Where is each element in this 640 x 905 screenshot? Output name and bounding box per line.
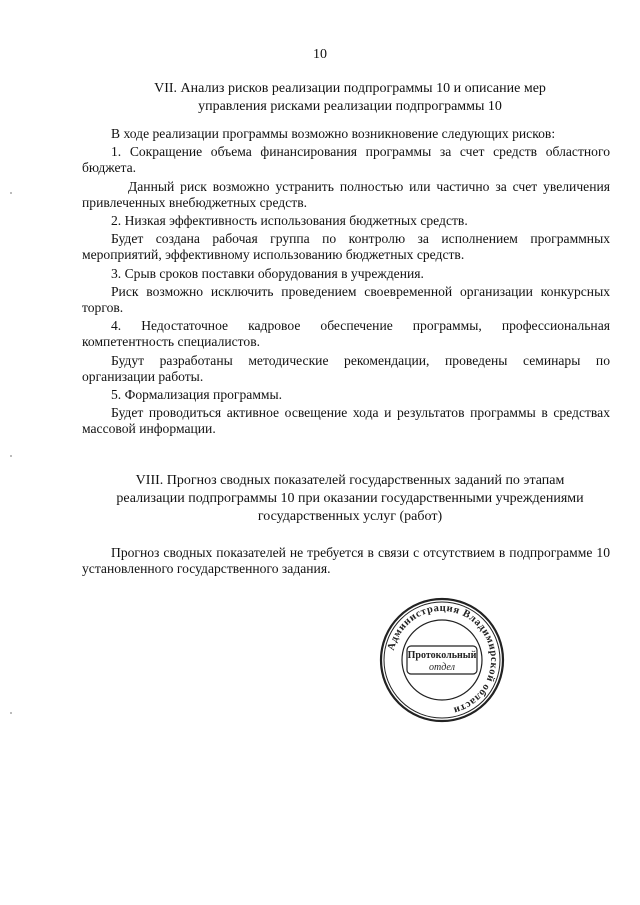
section-8-title-line-3: государственных услуг (работ) — [257, 509, 443, 524]
risk-3: 3. Срыв сроков поставки оборудования в учреждения. — [111, 265, 424, 281]
scan-dot — [10, 192, 12, 194]
section-8-body — [82, 545, 610, 577]
stamp-center-line-2: отдел — [429, 662, 455, 673]
section-8-title-line-1: VIII. Прогноз сводных показателей государственных заданий по этапам — [135, 473, 565, 488]
stamp-ring-textpath: Администрация Владимирской области — [385, 602, 500, 716]
risk-5-mitigation: Будет проводиться активное освещение хода и результатов программы в средствах массовой информации. — [82, 405, 610, 437]
risk-3-mitigation: Риск возможно исключить проведением своевременной организации конкурсных торгов. — [82, 283, 610, 316]
section-7-title-line-1: VII. Анализ рисков реализации подпрограммы 10 и описание мер — [154, 81, 546, 96]
scan-dot — [10, 712, 12, 714]
section-8-heading — [70, 472, 630, 526]
risk-1-mitigation: Данный риск возможно устранить полностью или частично за счет увеличения привлеченных внебюджетных средств. — [82, 178, 610, 210]
page-number: 10 — [313, 47, 327, 62]
paragraph-intro: В ходе реализации программы возможно возникновение следующих рисков: — [111, 126, 556, 141]
scan-dot — [10, 455, 12, 457]
stamp-center-line-1: Протокольный — [407, 650, 477, 661]
section-7-heading — [70, 80, 630, 116]
risk-5: 5. Формализация программы. — [111, 387, 283, 403]
risk-2-mitigation: Будет создана рабочая группа по контролю за исполнением программных мероприятий, эффективному использованию бюджетных средств. — [82, 231, 610, 263]
stamp-seal — [378, 596, 506, 724]
section-8-paragraph: Прогноз сводных показателей не требуется в связи с отсутствием в подпрограмме 10 установленного государственного задания. — [82, 545, 610, 577]
risk-4-mitigation: Будут разработаны методические рекомендации, проведены семинары по организации работы. — [82, 352, 610, 384]
section-7-body — [82, 126, 610, 438]
section-8-title-line-2: реализации подпрограммы 10 при оказании государственными учреждениями — [116, 491, 584, 506]
risk-4: 4. Недостаточное кадровое обеспечение программы, профессиональная компетентность специалистов. — [82, 318, 610, 350]
risk-2: 2. Низкая эффективность использования бюджетных средств. — [111, 213, 468, 229]
risk-1: 1. Сокращение объема финансирования программы за счет средств областного бюджета. — [82, 144, 610, 176]
section-7-title-line-2: управления рисками реализации подпрограммы 10 — [198, 99, 502, 114]
